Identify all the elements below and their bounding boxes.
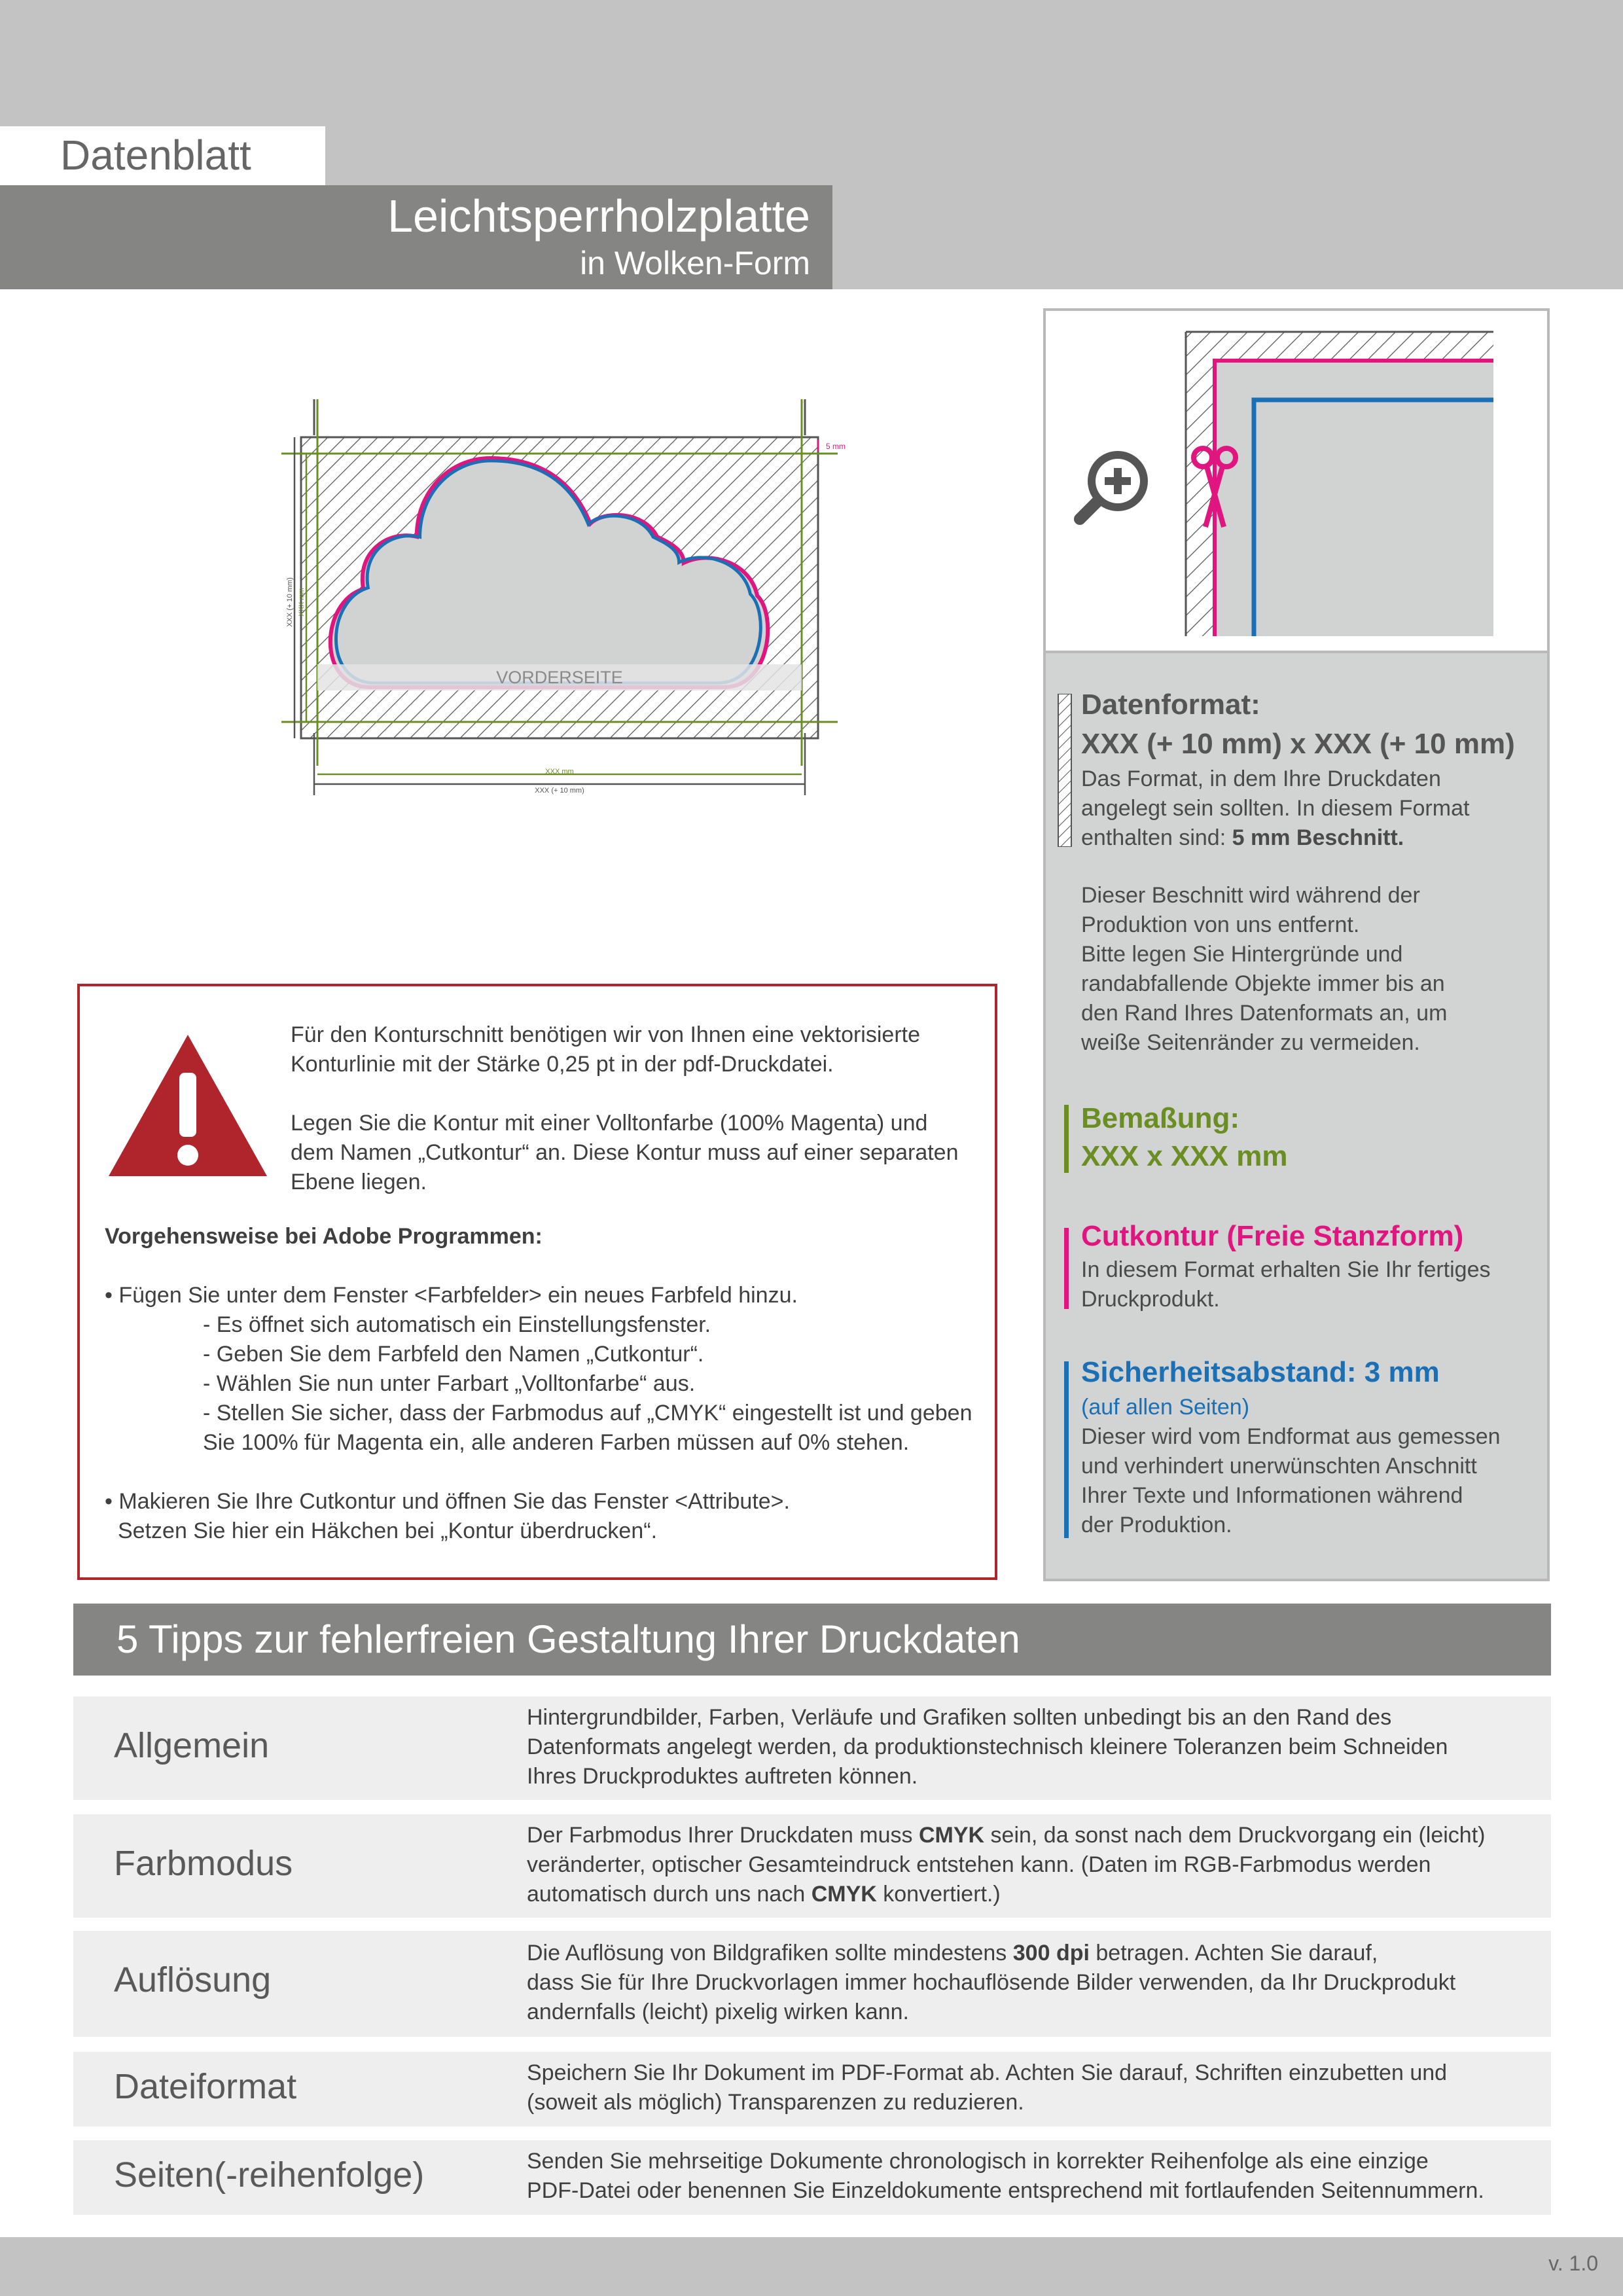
warning-step-1-substeps: - Es öffnet sich automatisch ein Einstellungsfenster. - Geben Sie dem Farbfeld den Namen „Cutkontur“. - Wählen Sie nun unter Farbart „Volltonfarbe“ aus. - Stellen Sie sicher, dass der Farbmodus auf „CMYK“ eingestellt ist und geben Sie 100% für Magenta ein, alle anderen Farben müssen auf 0% stehen. [203,1312,972,1455]
bleed-label: 5 mm [826,442,846,451]
warning-procedure-heading: Vorgehensweise bei Adobe Programmen: [105,1224,543,1249]
tip-row-aufloesung [73,1931,1551,2037]
warning-icon [106,1032,270,1179]
warning-step-2: • Makieren Sie Ihre Cutkontur und öffnen Sie das Fenster <Attribute>. Setzen Sie hier ein Häkchen bei „Kontur überdrucken“. [105,1489,790,1543]
footer-band [0,2237,1623,2296]
warning-step-1: • Fügen Sie unter dem Fenster <Farbfelder> ein neues Farbfeld hinzu. [105,1283,798,1308]
tip-label: Farbmodus [114,1844,293,1883]
doc-type: Datenblatt [60,132,251,179]
width-inner-label: XXX mm [545,768,574,776]
page-subtitle: in Wolken-Form [580,245,810,281]
tip-text: Die Auflösung von Bildgrafiken sollte mindestens 300 dpi betragen. Achten Sie darauf, dass Sie für Ihre Druckvorlagen immer hochauflösende Bilder verwenden, da Ihr Druckprodukt andernfalls (leicht) pixelig wirken kann. [527,1941,1456,2024]
warning-paragraph-1: Für den Konturschnitt benötigen wir von Ihnen eine vektorisierte Konturlinie mit der Stärke 0,25 pt in der pdf-Druckdatei. [291,1022,920,1077]
front-label: VORDERSEITE [496,668,623,687]
bleed-indicator-bar [1058,694,1072,847]
zoom-detail-panel [1043,308,1550,653]
tip-text: Senden Sie mehrseitige Dokumente chronologisch in korrekter Reihenfolge als eine einzige PDF-Datei oder benennen Sie Einzeldokumente entsprechend mit fortlaufenden Seitennummern. [527,2149,1484,2203]
outer-format-lines [314,399,805,435]
height-outer-label: XXX (+ 10 mm) [286,577,294,627]
tip-row-seiten [73,2140,1551,2215]
bemassung-heading: Bemaßung: [1081,1102,1240,1134]
tip-text: Speichern Sie Ihr Dokument im PDF-Format ab. Achten Sie darauf, Schriften einzubetten und (soweit als möglich) Transparenzen zu reduzieren. [527,2060,1448,2115]
tip-label: Dateiformat [114,2067,297,2106]
tip-text: Der Farbmodus Ihrer Druckdaten muss CMYK sein, da sonst nach dem Druckvorgang ein (leicht) veränderter, optischer Gesamteindruck entstehen kann. (Daten im RGB-Farbmodus werden automatisch durch uns nach CMYK konvertiert.) [527,1823,1486,1907]
tip-label: Seiten(-reihenfolge) [114,2155,425,2195]
tips-title: 5 Tipps zur fehlerfreien Gestaltung Ihrer Druckdaten [116,1617,1020,1661]
warning-paragraph-2: Legen Sie die Kontur mit einer Volltonfarbe (100% Magenta) und dem Namen „Cutkontur“ an. Diese Kontur muss auf einer separaten Ebene liegen. [291,1111,959,1194]
width-outer-label: XXX (+ 10 mm) [535,787,584,795]
datenformat-text: Das Format, in dem Ihre Druckdaten angelegt sein sollten. In diesem Format enthalten sind: 5 mm Beschnitt. [1081,766,1470,850]
version-label: v. 1.0 [1548,2251,1598,2275]
tip-label: Auflösung [114,1960,272,2000]
safety-heading: Sicherheitsabstand: 3 mm [1081,1356,1440,1388]
cutkontur-bar [1064,1228,1069,1309]
cloud-format-diagram [262,386,870,812]
tip-label: Allgemein [114,1726,270,1765]
tip-row-dateiformat [73,2052,1551,2126]
tip-row-farbmodus [73,1814,1551,1918]
beschnitt-text: Dieser Beschnitt wird während der Produktion von uns entfernt. Bitte legen Sie Hintergründe und randabfallende Objekte immer bis an den Rand Ihres Datenformats an, um weiße Seitenränder zu vermeiden. [1081,883,1448,1055]
width-dimension [314,733,805,795]
height-inner-label: XXX mm [298,588,306,617]
datenformat-heading: Datenformat: [1081,689,1260,721]
cut-contour-warning-box [77,984,997,1580]
safety-subheading: (auf allen Seiten) [1081,1395,1250,1420]
datenformat-size: XXX (+ 10 mm) x XXX (+ 10 mm) [1081,728,1515,760]
bemassung-bar [1064,1105,1069,1173]
tip-text: Hintergrundbilder, Farben, Verläufe und Grafiken sollten unbedingt bis an den Rand des Datenformats angelegt werden, da produktionstechnisch kleinere Toleranzen beim Schneiden Ihres Druckproduktes auftreten können. [527,1705,1448,1789]
tip-row-allgemein [73,1696,1551,1800]
cutkontur-heading: Cutkontur (Freie Stanzform) [1081,1220,1464,1252]
safety-bar [1064,1361,1069,1538]
zoom-in-icon [1080,451,1148,519]
safety-text: Dieser wird vom Endformat aus gemessen und verhindert unerwünschten Anschnitt Ihrer Texte und Informationen während der Produktion. [1081,1424,1501,1537]
format-info-panel [1043,653,1550,1581]
bemassung-size: XXX x XXX mm [1081,1140,1288,1172]
cutkontur-text: In diesem Format erhalten Sie Ihr fertiges Druckprodukt. [1081,1257,1491,1312]
page-title: Leichtsperrholzplatte [387,190,810,242]
